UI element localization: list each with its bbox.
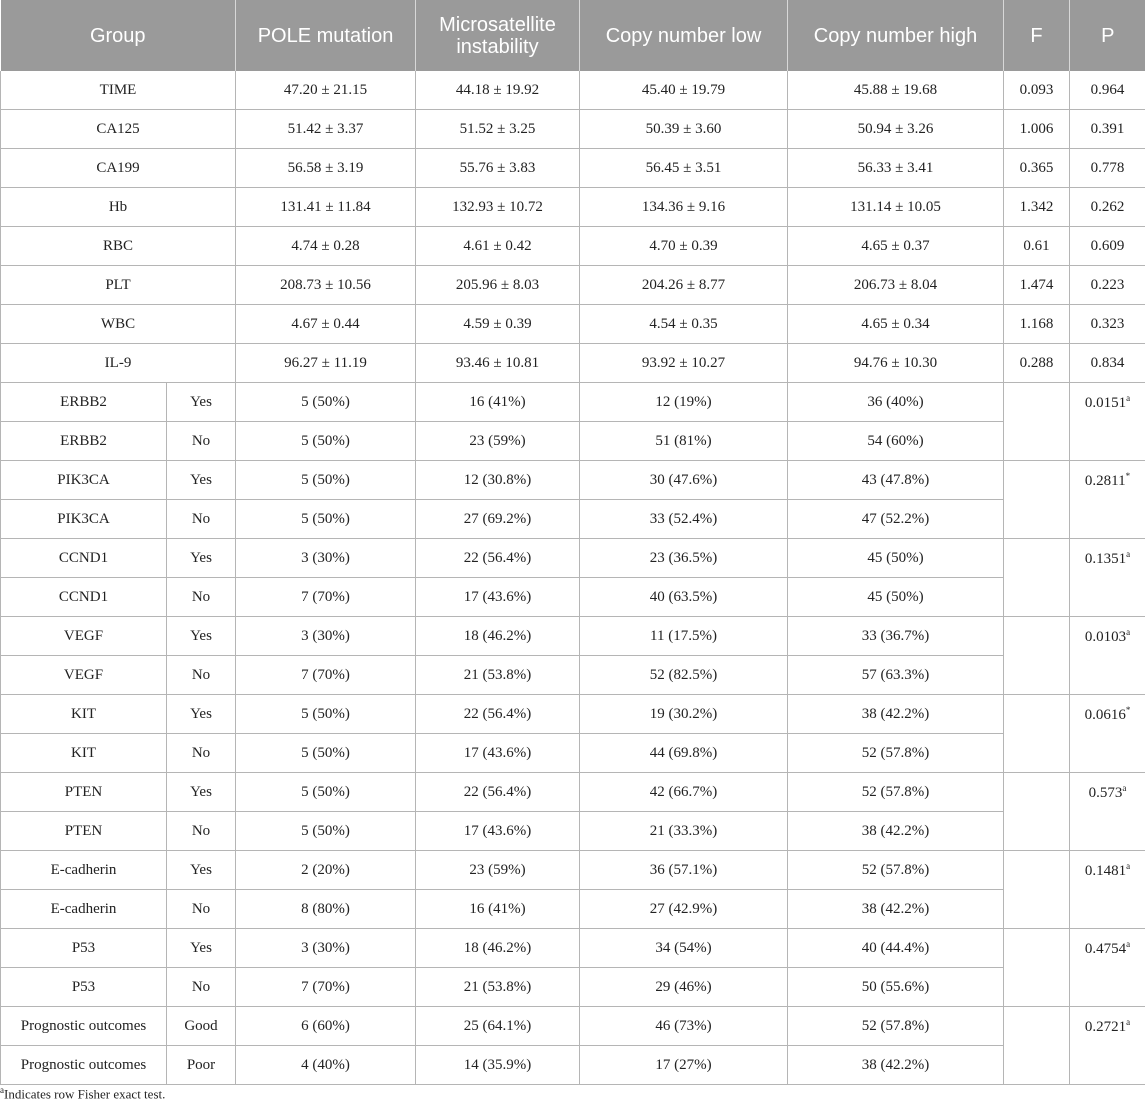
msi-cell: 18 (46.2%) [416,617,580,656]
cn-low-cell: 30 (47.6%) [580,461,788,500]
p-cell [1070,1007,1145,1085]
msi-cell: 4.59 ± 0.39 [416,305,580,344]
msi-cell: 51.52 ± 3.25 [416,110,580,149]
pole-cell: 3 (30%) [236,539,416,578]
cn-high-cell: 47 (52.2%) [788,500,1004,539]
p-cell: 0.323 [1070,305,1145,344]
p-value: 0.4754 [1085,941,1126,957]
cn-high-cell: 45 (50%) [788,539,1004,578]
p-mark: a [1126,549,1130,559]
pole-cell: 5 (50%) [236,500,416,539]
header-microsatellite-instability: Microsatellite instability [416,0,580,71]
cn-high-cell: 38 (42.2%) [788,1046,1004,1085]
group-cell: RBC [1,227,236,266]
cn-low-cell: 40 (63.5%) [580,578,788,617]
msi-cell: 23 (59%) [416,851,580,890]
level-cell: No [167,500,236,539]
f-cell: 0.61 [1004,227,1070,266]
group-cell: Hb [1,188,236,227]
msi-cell: 12 (30.8%) [416,461,580,500]
p-cell [1070,539,1145,617]
table-body [1,71,1145,1085]
cn-low-cell: 19 (30.2%) [580,695,788,734]
level-cell: No [167,734,236,773]
table-row [1,539,1145,578]
group-cell: IL-9 [1,344,236,383]
f-cell-empty [1004,734,1070,773]
table-row [1,188,1145,227]
level-cell: No [167,812,236,851]
group-cell: P53 [1,968,167,1007]
msi-cell: 21 (53.8%) [416,968,580,1007]
f-cell: 0.288 [1004,344,1070,383]
p-value: 0.2721 [1085,1019,1126,1035]
p-cell [1070,461,1145,539]
cn-high-cell: 4.65 ± 0.34 [788,305,1004,344]
pole-cell: 4 (40%) [236,1046,416,1085]
cn-low-cell: 23 (36.5%) [580,539,788,578]
f-cell-empty [1004,617,1070,656]
cn-high-cell: 33 (36.7%) [788,617,1004,656]
msi-cell: 132.93 ± 10.72 [416,188,580,227]
pole-cell: 7 (70%) [236,968,416,1007]
cn-high-cell: 206.73 ± 8.04 [788,266,1004,305]
group-cell: PIK3CA [1,461,167,500]
level-cell: Yes [167,383,236,422]
pole-cell: 5 (50%) [236,773,416,812]
f-cell: 1.474 [1004,266,1070,305]
table-row [1,773,1145,812]
cn-low-cell: 44 (69.8%) [580,734,788,773]
table-row [1,266,1145,305]
pole-cell: 131.41 ± 11.84 [236,188,416,227]
table-row [1,500,1145,539]
pole-cell: 47.20 ± 21.15 [236,71,416,110]
pole-cell: 7 (70%) [236,578,416,617]
group-cell: ERBB2 [1,383,167,422]
f-cell-empty [1004,890,1070,929]
p-mark: a [1126,939,1130,949]
msi-cell: 21 (53.8%) [416,656,580,695]
pole-cell: 6 (60%) [236,1007,416,1046]
pole-cell: 3 (30%) [236,929,416,968]
msi-cell: 17 (43.6%) [416,734,580,773]
p-value: 0.1351 [1085,551,1126,567]
p-cell: 0.223 [1070,266,1145,305]
table-row [1,812,1145,851]
cn-low-cell: 29 (46%) [580,968,788,1007]
cn-low-cell: 93.92 ± 10.27 [580,344,788,383]
cn-low-cell: 134.36 ± 9.16 [580,188,788,227]
footnote-text: Indicates row Fisher exact test. [4,1086,165,1101]
group-cell: CCND1 [1,539,167,578]
f-cell-empty [1004,929,1070,968]
p-cell [1070,773,1145,851]
group-cell: Prognostic outcomes [1,1007,167,1046]
cn-high-cell: 38 (42.2%) [788,890,1004,929]
cn-low-cell: 50.39 ± 3.60 [580,110,788,149]
header-group: Group [1,0,236,71]
p-value: 0.573 [1089,785,1123,801]
table-row [1,461,1145,500]
level-cell: No [167,422,236,461]
table-row [1,149,1145,188]
p-value: 0.0616 [1085,707,1126,723]
level-cell: Yes [167,695,236,734]
p-value: 0.1481 [1085,863,1126,879]
cn-high-cell: 94.76 ± 10.30 [788,344,1004,383]
p-cell: 0.834 [1070,344,1145,383]
header-pole-mutation: POLE mutation [236,0,416,71]
level-cell: No [167,890,236,929]
cn-low-cell: 27 (42.9%) [580,890,788,929]
group-cell: TIME [1,71,236,110]
f-cell-empty [1004,422,1070,461]
group-cell: CA199 [1,149,236,188]
cn-low-cell: 46 (73%) [580,1007,788,1046]
msi-cell: 18 (46.2%) [416,929,580,968]
pole-cell: 4.74 ± 0.28 [236,227,416,266]
pole-cell: 5 (50%) [236,461,416,500]
table-row [1,383,1145,422]
level-cell: Yes [167,617,236,656]
pole-cell: 5 (50%) [236,812,416,851]
msi-cell: 27 (69.2%) [416,500,580,539]
table-row [1,578,1145,617]
msi-cell: 22 (56.4%) [416,773,580,812]
p-cell: 0.964 [1070,71,1145,110]
msi-cell: 22 (56.4%) [416,695,580,734]
p-mark: a [1126,627,1130,637]
p-mark: a [1126,393,1130,403]
group-cell: E-cadherin [1,890,167,929]
level-cell: Yes [167,461,236,500]
cn-high-cell: 50.94 ± 3.26 [788,110,1004,149]
header-f: F [1004,0,1070,71]
f-cell-empty [1004,461,1070,500]
pole-cell: 8 (80%) [236,890,416,929]
cn-low-cell: 42 (66.7%) [580,773,788,812]
f-cell-empty [1004,383,1070,422]
f-cell-empty [1004,539,1070,578]
table-row [1,890,1145,929]
msi-cell: 14 (35.9%) [416,1046,580,1085]
group-cell: KIT [1,734,167,773]
msi-cell: 93.46 ± 10.81 [416,344,580,383]
p-value: 0.0151 [1085,395,1126,411]
cn-high-cell: 43 (47.8%) [788,461,1004,500]
group-cell: KIT [1,695,167,734]
table-row [1,344,1145,383]
msi-cell: 25 (64.1%) [416,1007,580,1046]
group-cell: PTEN [1,812,167,851]
cn-low-cell: 204.26 ± 8.77 [580,266,788,305]
footnote-mark: a [0,1085,4,1095]
f-cell: 1.006 [1004,110,1070,149]
pole-cell: 5 (50%) [236,734,416,773]
msi-cell: 16 (41%) [416,383,580,422]
level-cell: No [167,968,236,1007]
cn-low-cell: 56.45 ± 3.51 [580,149,788,188]
p-mark: * [1126,705,1131,715]
cn-high-cell: 57 (63.3%) [788,656,1004,695]
cn-low-cell: 34 (54%) [580,929,788,968]
f-cell-empty [1004,578,1070,617]
table-row [1,968,1145,1007]
cn-low-cell: 33 (52.4%) [580,500,788,539]
pole-cell: 5 (50%) [236,695,416,734]
cn-low-cell: 51 (81%) [580,422,788,461]
pole-cell: 4.67 ± 0.44 [236,305,416,344]
p-mark: a [1126,861,1130,871]
group-cell: CCND1 [1,578,167,617]
group-cell: PLT [1,266,236,305]
table-row [1,734,1145,773]
group-cell: P53 [1,929,167,968]
msi-cell: 205.96 ± 8.03 [416,266,580,305]
header-row [1,0,1145,71]
pole-cell: 3 (30%) [236,617,416,656]
pole-cell: 51.42 ± 3.37 [236,110,416,149]
level-cell: Yes [167,539,236,578]
msi-cell: 55.76 ± 3.83 [416,149,580,188]
table-row [1,851,1145,890]
cn-high-cell: 56.33 ± 3.41 [788,149,1004,188]
p-cell [1070,617,1145,695]
level-cell: Poor [167,1046,236,1085]
table-row [1,1046,1145,1085]
p-cell [1070,383,1145,461]
level-cell: Yes [167,851,236,890]
p-cell: 0.778 [1070,149,1145,188]
pole-cell: 96.27 ± 11.19 [236,344,416,383]
pole-cell: 7 (70%) [236,656,416,695]
cn-high-cell: 52 (57.8%) [788,734,1004,773]
cn-low-cell: 12 (19%) [580,383,788,422]
f-cell-empty [1004,1046,1070,1085]
table-row [1,929,1145,968]
level-cell: Yes [167,773,236,812]
cn-low-cell: 52 (82.5%) [580,656,788,695]
cn-high-cell: 36 (40%) [788,383,1004,422]
f-cell-empty [1004,812,1070,851]
msi-cell: 17 (43.6%) [416,812,580,851]
table-row [1,422,1145,461]
cn-low-cell: 17 (27%) [580,1046,788,1085]
msi-cell: 44.18 ± 19.92 [416,71,580,110]
p-cell [1070,851,1145,929]
f-cell-empty [1004,773,1070,812]
f-cell-empty [1004,1007,1070,1046]
group-cell: PIK3CA [1,500,167,539]
table-row [1,617,1145,656]
f-cell-empty [1004,851,1070,890]
cn-high-cell: 38 (42.2%) [788,812,1004,851]
cn-low-cell: 4.70 ± 0.39 [580,227,788,266]
f-cell-empty [1004,500,1070,539]
f-cell: 1.168 [1004,305,1070,344]
f-cell: 1.342 [1004,188,1070,227]
group-cell: ERBB2 [1,422,167,461]
level-cell: No [167,578,236,617]
p-cell [1070,929,1145,1007]
cn-high-cell: 50 (55.6%) [788,968,1004,1007]
group-cell: CA125 [1,110,236,149]
group-cell: VEGF [1,617,167,656]
cn-high-cell: 131.14 ± 10.05 [788,188,1004,227]
cn-high-cell: 52 (57.8%) [788,773,1004,812]
p-cell: 0.262 [1070,188,1145,227]
footnote [0,1085,165,1102]
p-mark: a [1122,783,1126,793]
p-cell: 0.391 [1070,110,1145,149]
cn-low-cell: 45.40 ± 19.79 [580,71,788,110]
header-p: P [1070,0,1145,71]
f-cell-empty [1004,968,1070,1007]
f-cell: 0.365 [1004,149,1070,188]
table-row [1,656,1145,695]
p-cell [1070,695,1145,773]
cn-high-cell: 38 (42.2%) [788,695,1004,734]
p-value: 0.2811 [1085,473,1126,489]
table-row [1,110,1145,149]
level-cell: Yes [167,929,236,968]
table-row [1,227,1145,266]
cn-high-cell: 52 (57.8%) [788,851,1004,890]
group-cell: E-cadherin [1,851,167,890]
msi-cell: 16 (41%) [416,890,580,929]
p-value: 0.0103 [1085,629,1126,645]
level-cell: No [167,656,236,695]
table-row [1,1007,1145,1046]
cn-high-cell: 52 (57.8%) [788,1007,1004,1046]
p-mark: a [1126,1017,1130,1027]
table-row [1,71,1145,110]
level-cell: Good [167,1007,236,1046]
cn-low-cell: 21 (33.3%) [580,812,788,851]
group-cell: WBC [1,305,236,344]
f-cell: 0.093 [1004,71,1070,110]
cn-low-cell: 4.54 ± 0.35 [580,305,788,344]
p-cell: 0.609 [1070,227,1145,266]
f-cell-empty [1004,695,1070,734]
pole-cell: 2 (20%) [236,851,416,890]
msi-cell: 17 (43.6%) [416,578,580,617]
table-row [1,305,1145,344]
pole-cell: 56.58 ± 3.19 [236,149,416,188]
header-copy-number-low: Copy number low [580,0,788,71]
table-row [1,695,1145,734]
pole-cell: 5 (50%) [236,422,416,461]
p-mark: * [1126,471,1131,481]
cn-high-cell: 40 (44.4%) [788,929,1004,968]
pole-cell: 208.73 ± 10.56 [236,266,416,305]
msi-cell: 22 (56.4%) [416,539,580,578]
group-cell: VEGF [1,656,167,695]
f-cell-empty [1004,656,1070,695]
header-copy-number-high: Copy number high [788,0,1004,71]
cn-low-cell: 11 (17.5%) [580,617,788,656]
cn-high-cell: 4.65 ± 0.37 [788,227,1004,266]
group-cell: Prognostic outcomes [1,1046,167,1085]
msi-cell: 23 (59%) [416,422,580,461]
msi-cell: 4.61 ± 0.42 [416,227,580,266]
cn-high-cell: 45 (50%) [788,578,1004,617]
group-cell: PTEN [1,773,167,812]
cn-high-cell: 45.88 ± 19.68 [788,71,1004,110]
cn-low-cell: 36 (57.1%) [580,851,788,890]
pole-cell: 5 (50%) [236,383,416,422]
cn-high-cell: 54 (60%) [788,422,1004,461]
